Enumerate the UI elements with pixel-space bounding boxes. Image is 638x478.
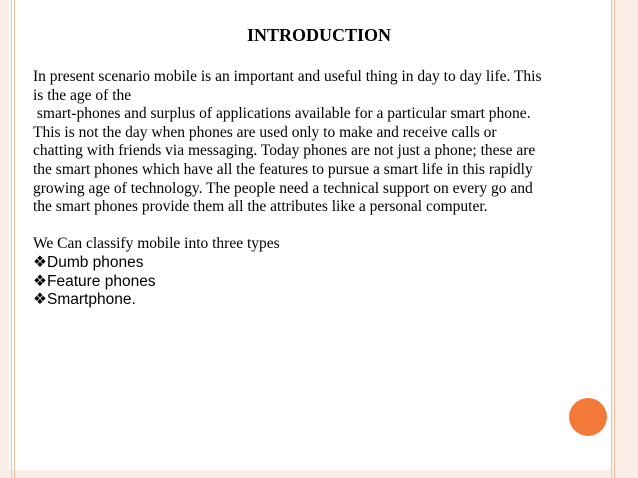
bullet-item-smartphone xyxy=(33,291,623,310)
paragraph-line: smart-phones and surplus of applications available for a particular smart phone. xyxy=(33,105,531,123)
paragraph-line: In present scenario mobile is an important and useful thing in day to day life. This xyxy=(33,68,542,85)
paragraph-line: growing age of technology. The people need a technical support on every go and xyxy=(33,179,533,197)
classify-intro: We Can classify mobile into three types xyxy=(33,235,280,253)
bullet-label: Feature phones xyxy=(47,272,156,290)
accent-circle-decoration xyxy=(569,398,607,436)
diamond-bullet-icon: ❖ xyxy=(33,272,47,290)
paragraph-spacer xyxy=(33,217,623,236)
diamond-bullet-icon: ❖ xyxy=(33,291,47,309)
frame-line-left-inner xyxy=(14,0,15,478)
bullet-item-feature-phones xyxy=(33,273,623,292)
bullet-label: Dumb phones xyxy=(47,253,144,271)
slide-title: INTRODUCTION xyxy=(246,25,392,45)
paragraph-line: the smart phones provide them all the attributes like a personal computer. xyxy=(33,198,488,216)
slide-body xyxy=(33,68,623,310)
diamond-bullet-icon: ❖ xyxy=(33,253,47,271)
bullet-item-dumb-phones xyxy=(33,254,623,273)
paragraph-line: the smart phones which have all the features to pursue a smart life in this rapidly xyxy=(33,160,533,178)
paragraph-line: is the age of the xyxy=(33,86,132,104)
paragraph-line: This is not the day when phones are used only to make and receive calls or xyxy=(33,123,497,141)
bullet-label: Smartphone. xyxy=(47,291,136,309)
frame-line-left-outer xyxy=(11,0,12,478)
paragraph-line: chatting with friends via messaging. Today phones are not just a phone; these are xyxy=(33,142,536,160)
